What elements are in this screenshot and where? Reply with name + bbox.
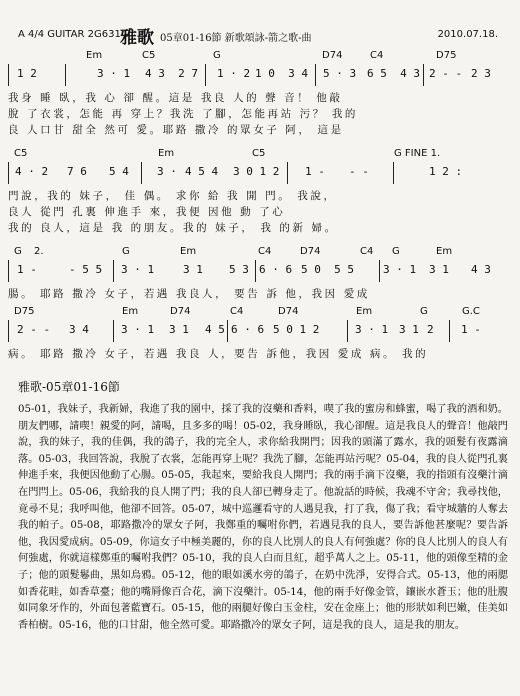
note-group: 1 - [17, 263, 37, 276]
chord: C4 [360, 246, 374, 257]
section-title: 雅歌-05章01-16節 [18, 380, 120, 394]
note-group: 1 - [461, 323, 481, 336]
note-group: 3 · 1 [121, 263, 155, 276]
scripture-text [18, 402, 508, 634]
note-group: 1 - [305, 165, 325, 178]
chord: C5 [142, 50, 156, 61]
chord: C5 [14, 148, 28, 159]
chord: Em [86, 50, 103, 61]
note-group: 3 · [157, 165, 177, 178]
header-meta: A 4/4 GUITAR 2G631 [18, 29, 121, 40]
chord: Em [158, 148, 175, 159]
chord: C4 [258, 246, 272, 257]
note-group: 7 6 [67, 165, 87, 178]
note-group: 3 1 [429, 263, 449, 276]
chord: C5 [252, 148, 266, 159]
note-group: 2 - - [429, 67, 463, 80]
paragraph: 05-01，我妹子，我新婦，我進了我的園中，採了我的沒藥和香料，喫了我的蜜房和蜂蜜，喝了我的酒和奶。朋友們哪，請喫！親愛的阿，請喝，且多多的喝！05-02，我身睡臥，我心卻醒。這是我良人的聲音！他敲門說，我的妹子，我的佳偶，我的鴿子，我的完全人，求你給我開門；因我的頭滿了露水，我的頭髮有夜露滴落。05-03，我回答說，我脫了衣裳，怎能再穿上呢？我洗了腳，怎能再站污呢？05-04，我的良人從門孔裏伸進手來，我便因他動了心腸。05-05，我起來，要給我良人開門；我的兩手滴下沒藥，我的指頭有沒藥汁滴在門閂上。05-06，我給我的良人開了門；我的良人卻已轉身走了。他說話的時候，我魂不守舍；我尋找他，竟尋不見；我呼叫他，他卻不回答。05-07，城中巡邏看守的人遇見我，打了我，傷了我；看守城牆的人奪去我的帕子。05-08，耶路撒冷的眾女子阿，我鄭重的囑咐你們，若遇見我的良人，要告訴他甚麼呢？要告訴他，我因愛成病。05-09，你這女子中極美麗的，你的良人比別人的良人有何強處？你的良人比別人的良人有何強處，你就這樣鄭重的囑咐我們？05-10，我的良人白而且紅，超乎萬人之上。05-11，他的頭像至精的金子；他的頭髮鬈曲，黑如烏鴉。05-12，他的眼如溪水旁的鴿子，在奶中洗淨，安得合式。05-13，他的兩腮如香花畦，如香草臺；他的嘴脣像百合花，滴下沒藥汁。05-14，他的兩手好像金管，鑲嵌水蒼玉；他的肚腹如同象牙作的，外面包著藍寶石。05-15，他的兩腿好像白玉金柱，安在金座上；他的形狀如利巴嫩，佳美如香柏樹。05-16，他的口甘甜，他全然可愛。耶路撒冷的眾女子阿，這是我的良人，這是我的朋友。 [18, 404, 508, 631]
chord: G [213, 50, 221, 61]
note-group: 4 3 2 7 [145, 67, 198, 80]
chord-row [8, 306, 514, 320]
note-group: 3 1 [183, 263, 203, 276]
chord: D74 [322, 50, 343, 61]
note-group: 3 0 1 2 [233, 165, 280, 178]
note-group: 3 4 [69, 323, 89, 336]
music-system-3 [8, 246, 514, 306]
note-group: 5 3 [229, 263, 249, 276]
note-group: 3 · 1 [121, 323, 155, 336]
note-group: - - [349, 165, 369, 178]
chord: Em [122, 306, 139, 317]
chord: D74 [278, 306, 299, 317]
chord: G FINE 1. [394, 148, 441, 159]
notation-row [8, 320, 515, 342]
chord: G [14, 246, 22, 257]
music-system-4 [8, 306, 514, 366]
lyric-line: 腸。 耶路 撒冷 女子，若遇 我良人， 要告 訴 他，我因 愛成 [8, 288, 370, 300]
chord-row [8, 246, 514, 260]
chord: D75 [436, 50, 457, 61]
note-group: 4 5 [205, 323, 225, 336]
chord: G [420, 306, 428, 317]
header-date: 2010.07.18. [437, 29, 498, 40]
lyric-line: 病。 耶路 撒冷 女子，若遇 我良 人，要告 訴他，我因 愛成 病。 我的 [8, 348, 429, 360]
note-group: 4 · 2 [15, 165, 49, 178]
lyric-line: 門說，我的 妹子， 佳 偶。 求你 給 我 開 門。 我說， [8, 190, 337, 202]
note-group: 4 3 [471, 263, 491, 276]
note-group: 1 · 2 [217, 67, 251, 80]
header-subtitle: 05章01-16節 新歌頌詠-箭之歌-曲 [160, 33, 312, 44]
chord: D74 [170, 306, 191, 317]
note-group: 6 · 6 [259, 263, 293, 276]
note-group: 5 0 5 5 [301, 263, 354, 276]
note-group: - 5 5 [69, 263, 103, 276]
note-group: 5 4 [109, 165, 129, 178]
note-group: 6 · 6 [231, 323, 265, 336]
chord-row [8, 50, 514, 64]
lyric-line: 我身 睡 臥，我 心 卻 醒。這是 我良 人的 聲 音！ 他敲 [8, 92, 343, 104]
music-system-2 [8, 148, 514, 248]
lyric-line: 我的 良人，這是 我 的朋友。我的 妹子， 我 的新 婦。 [8, 222, 338, 234]
chord: D74 [300, 246, 321, 257]
chord: G [392, 246, 400, 257]
note-group: 6 5 4 3 [367, 67, 420, 80]
chord: G [122, 246, 130, 257]
note-group: 3 · 1 [355, 323, 389, 336]
note-group: 1 2 [17, 67, 37, 80]
lyric-line: 良 人口甘 甜全 然可 愛。耶路 撒冷 的眾女子 阿， 這是 [8, 124, 344, 136]
note-group: 1 2 : [429, 165, 463, 178]
note-group: 3 · 1 [383, 263, 417, 276]
song-title: 雅歌 [120, 28, 154, 48]
chord: Em [356, 306, 373, 317]
note-group: 3 1 [169, 323, 189, 336]
chord: D75 [14, 306, 35, 317]
chord-row [8, 148, 514, 162]
note-group: 5 · 3 [323, 67, 357, 80]
notation-row [8, 64, 515, 86]
note-group: 3 1 [399, 323, 419, 336]
chord: Em [436, 246, 453, 257]
note-group: 5 0 1 2 [273, 323, 320, 336]
note-group: 2 - - [17, 323, 51, 336]
note-group: 4 5 4 [185, 165, 219, 178]
chord: Em [180, 246, 197, 257]
lyric-line: 良人 從門 孔裏 伸進手 來，我便 因他 動 了心 [8, 206, 286, 218]
notation-row [8, 260, 515, 282]
chord: 2. [34, 246, 44, 257]
notation-row [8, 162, 515, 184]
header [0, 22, 520, 48]
music-system-1 [8, 50, 514, 140]
note-group: 1 0 3 4 [255, 67, 308, 80]
note-group: 3 · 1 [97, 67, 131, 80]
chord: C4 [370, 50, 384, 61]
note-group: 2 [427, 323, 434, 336]
lyric-line: 脫 了衣裳，怎能 再 穿上？我洗 了腳，怎能再站 污？ 我的 [8, 108, 359, 120]
chord: G.C [462, 306, 480, 317]
chord: C4 [230, 306, 244, 317]
note-group: 2 3 [471, 67, 491, 80]
